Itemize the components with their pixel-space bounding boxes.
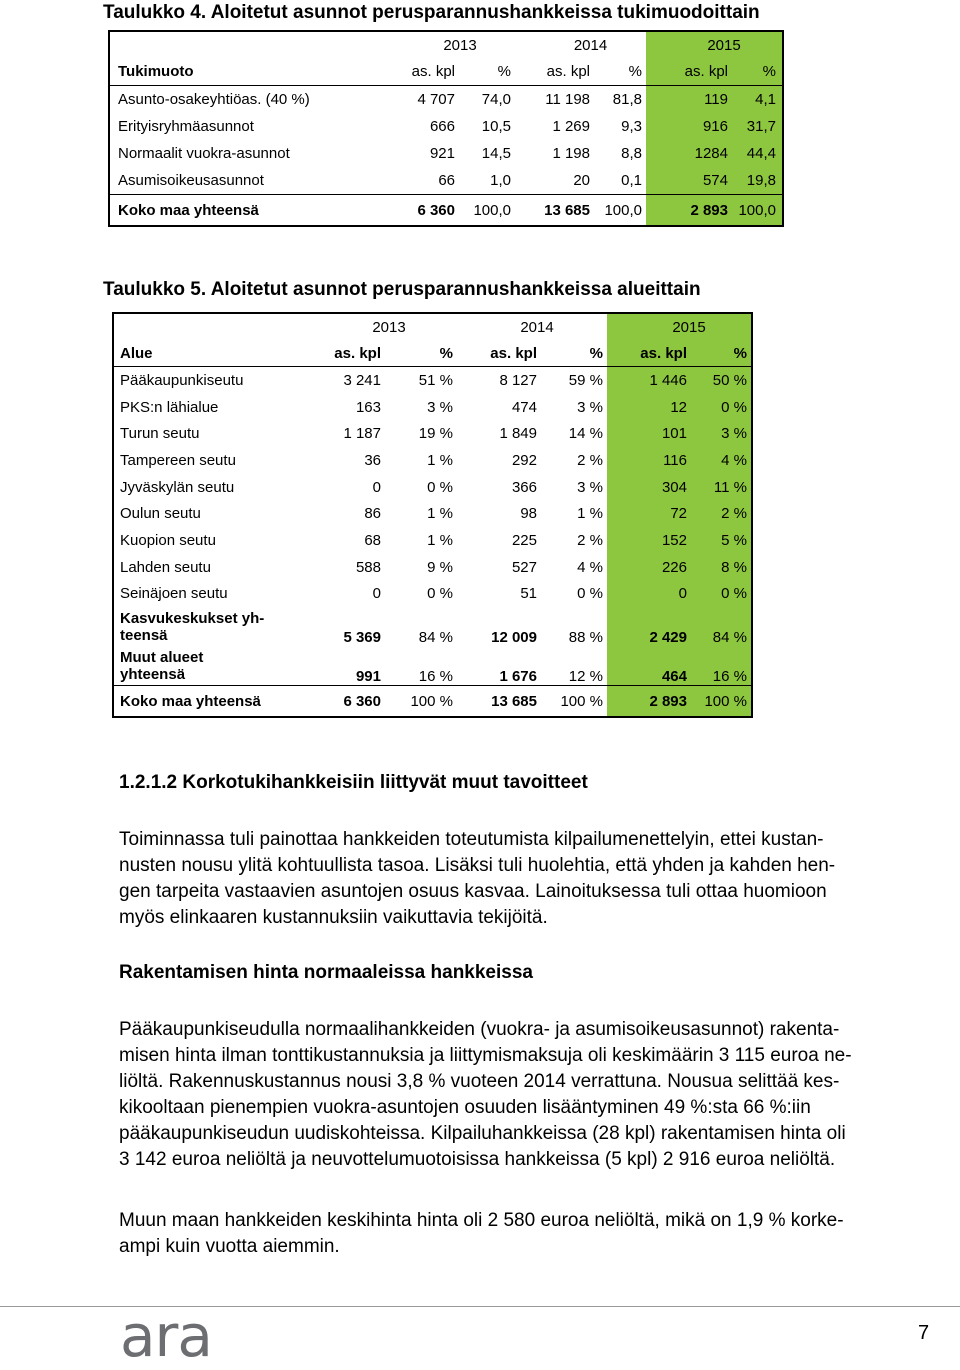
cell: 8,8 — [621, 145, 642, 162]
row-label: Lahden seutu — [120, 558, 211, 576]
cell: 1 446 — [607, 367, 687, 394]
cell: 100,0 — [728, 195, 783, 227]
table-row — [109, 140, 783, 167]
table-row — [113, 527, 752, 554]
cell: 12 009 — [491, 629, 537, 647]
subheading: Rakentamisen hinta normaaleissa hankkeissa — [119, 962, 533, 983]
cell: 474 — [511, 398, 537, 416]
cell: 4 707 — [417, 91, 455, 108]
cell: 527 — [511, 558, 537, 576]
table-row — [113, 420, 752, 447]
cell: 916 — [646, 113, 728, 140]
cell: 19,8 — [728, 167, 783, 195]
col-kpl: as. kpl — [607, 340, 687, 367]
cell: 2 893 — [607, 686, 687, 718]
cell: 51 % — [418, 371, 453, 389]
cell: 152 — [607, 527, 687, 554]
cell: 86 — [364, 505, 381, 523]
year-2014: 2014 — [573, 36, 608, 54]
cell: 0 — [372, 478, 381, 496]
cell: 11 % — [687, 474, 752, 501]
cell: 66 — [438, 172, 455, 189]
text-line: liöltä. Rakennuskustannus nousi 3,8 % vuoteen 2014 verrattuna. Nousua selittää kes- — [119, 1071, 840, 1092]
cell: 9,3 — [621, 118, 642, 135]
cell: 14,5 — [481, 145, 511, 162]
cell: 1 % — [427, 451, 453, 469]
cell: 14 % — [568, 425, 603, 443]
year-2015: 2015 — [646, 31, 783, 58]
cell: 6 360 — [301, 686, 381, 718]
cell: 88 % — [568, 629, 603, 647]
cell: 101 — [607, 420, 687, 447]
table-row — [109, 167, 783, 195]
cell: 1 269 — [552, 118, 590, 135]
cell: 464 — [607, 646, 687, 686]
ara-logo: ara — [120, 1302, 212, 1370]
cell: 304 — [607, 474, 687, 501]
table-row — [113, 367, 752, 394]
year-2013: 2013 — [372, 318, 406, 336]
text-line: 3 142 euroa neliöltä ja neuvottelumuotoisissa hankkeissa (5 kpl) 2 916 euroa neliöltä. — [119, 1149, 836, 1170]
cell: 8 127 — [499, 371, 537, 389]
cell: 1 % — [427, 531, 453, 549]
cell: 13 685 — [457, 686, 537, 718]
row-label: Pääkaupunkiseutu — [120, 371, 244, 389]
cell: 3 % — [577, 398, 603, 416]
cell: 1 198 — [552, 145, 590, 162]
cell: 1 849 — [499, 425, 537, 443]
cell: 44,4 — [728, 140, 783, 167]
table4-title: Taulukko 4. Aloitetut asunnot perusparannushankkeissa tukimuodoittain — [103, 2, 760, 23]
cell: 1 % — [577, 505, 603, 523]
cell: 59 % — [568, 371, 603, 389]
cell: 12 % — [568, 668, 603, 686]
cell: 2 429 — [607, 607, 687, 646]
row-label: Erityisryhmäasunnot — [118, 118, 254, 135]
row-label: Jyväskylän seutu — [120, 478, 235, 496]
cell: 0 % — [687, 581, 752, 608]
row-label: Turun seutu — [120, 425, 200, 443]
col-pct: % — [381, 340, 457, 367]
text-line: kikooltaan pienempien vuokra-asuntojen osuuden lisääntyminen 49 %:sta 66 %:iin — [119, 1097, 811, 1118]
row-label: Tampereen seutu — [120, 451, 236, 469]
paragraph-3 — [119, 1208, 909, 1260]
table-row — [113, 474, 752, 501]
cell: 36 — [364, 451, 381, 469]
cell: 0 — [607, 581, 687, 608]
text-line: misen hinta ilman tonttikustannuksia ja liittymismaksuja oli keskimäärin 3 115 euroa ne- — [119, 1045, 852, 1066]
cell: 4 % — [687, 447, 752, 474]
cell: 4,1 — [728, 86, 783, 114]
cell: 0,1 — [621, 172, 642, 189]
cell: 0 % — [427, 478, 453, 496]
text-line: pääkaupunkiseudun uudiskohteissa. Kilpailuhankkeissa (28 kpl) rakentamisen hinta oli — [119, 1123, 846, 1144]
cell: 13 685 — [515, 195, 590, 227]
col-kpl: as. kpl — [457, 340, 537, 367]
row-label: Asumisoikeusasunnot — [118, 172, 264, 189]
cell: 2 893 — [646, 195, 728, 227]
cell: 68 — [364, 531, 381, 549]
row-label: Oulun seutu — [120, 505, 201, 523]
text-line: nusten nousu ylitä kohtuullista tasoa. Lisäksi tuli huolehtia, että yhden ja kahden hen- — [119, 855, 836, 876]
table-row — [113, 394, 752, 421]
col-pct: % — [590, 58, 646, 86]
cell: 12 — [607, 394, 687, 421]
cell: 84 % — [418, 629, 453, 647]
text-line: Toiminnassa tuli painottaa hankkeiden toteutumista kilpailumenettelyin, ettei kustan- — [119, 829, 824, 850]
cell: 2 % — [577, 531, 603, 549]
cell: 3 241 — [343, 371, 381, 389]
cell: 0 % — [577, 585, 603, 603]
cell: 100 % — [381, 686, 457, 718]
cell: 100,0 — [455, 195, 515, 227]
cell: 31,7 — [728, 113, 783, 140]
cell: 16 % — [687, 646, 752, 686]
col-pct: % — [537, 340, 607, 367]
cell: 8 % — [687, 554, 752, 581]
col-pct: % — [728, 58, 783, 86]
text-line: Muun maan hankkeiden keskihinta hinta oli 2 580 euroa neliöltä, mikä on 1,9 % korke- — [119, 1210, 844, 1231]
cell: 6 360 — [375, 195, 455, 227]
table-row — [113, 581, 752, 608]
row-label: Kuopion seutu — [120, 531, 216, 549]
col-kpl: as. kpl — [515, 58, 590, 86]
cell: 1 676 — [499, 668, 537, 686]
cell: 0 % — [427, 585, 453, 603]
cell: 100,0 — [590, 195, 646, 227]
text-line: ampi kuin vuotta aiemmin. — [119, 1236, 340, 1257]
table-row — [113, 500, 752, 527]
cell: 100 % — [687, 686, 752, 718]
cell: 1 187 — [343, 425, 381, 443]
cell: 10,5 — [481, 118, 511, 135]
text-line: Pääkaupunkiseudulla normaalihankkeiden (vuokra- ja asumisoikeusasunnot) rakenta- — [119, 1019, 840, 1040]
cell: 921 — [429, 145, 455, 162]
cell: 666 — [429, 118, 455, 135]
cell: 366 — [511, 478, 537, 496]
page-number: 7 — [918, 1322, 930, 1344]
cell: 0 — [372, 585, 381, 603]
total-label: Koko maa yhteensä — [109, 195, 375, 227]
cell: 574 — [646, 167, 728, 195]
cell: 11 198 — [545, 91, 590, 108]
cell: 0 % — [687, 394, 752, 421]
year-2014: 2014 — [520, 318, 554, 336]
table4 — [108, 30, 784, 227]
muut-label: Muut alueet yhteensä — [120, 648, 204, 683]
col-kpl: as. kpl — [301, 340, 381, 367]
table5-title: Taulukko 5. Aloitetut asunnot perusparannushankkeissa alueittain — [103, 279, 701, 300]
year-2015: 2015 — [607, 313, 752, 340]
cell: 72 — [607, 500, 687, 527]
cell: 1,0 — [490, 172, 511, 189]
cell: 81,8 — [612, 91, 642, 108]
cell: 226 — [607, 554, 687, 581]
cell: 20 — [573, 172, 590, 189]
table-row — [113, 447, 752, 474]
paragraph-1 — [119, 827, 909, 931]
cell: 116 — [607, 447, 687, 474]
row-label: Asunto-osakeyhtiöas. (40 %) — [118, 91, 310, 108]
cell: 98 — [520, 505, 537, 523]
table5 — [112, 312, 753, 718]
col-kpl: as. kpl — [375, 58, 455, 86]
cell: 2 % — [577, 451, 603, 469]
table-row — [109, 113, 783, 140]
cell: 3 % — [577, 478, 603, 496]
cell: 5 369 — [343, 629, 381, 647]
cell: 3 % — [427, 398, 453, 416]
cell: 1284 — [646, 140, 728, 167]
row-label: Seinäjoen seutu — [120, 585, 228, 603]
cell: 74,0 — [481, 91, 511, 108]
cell: 1 % — [427, 505, 453, 523]
cell: 9 % — [427, 558, 453, 576]
table-row — [113, 554, 752, 581]
cell: 4 % — [577, 558, 603, 576]
cell: 2 % — [687, 500, 752, 527]
cell: 3 % — [687, 420, 752, 447]
cell: 19 % — [418, 425, 453, 443]
row-label: PKS:n lähialue — [120, 398, 219, 416]
cell: 163 — [355, 398, 381, 416]
text-line: gen tarpeita vastaavien asuntojen osuus kasvaa. Lainoituksessa tuli ottaa huomioon — [119, 881, 827, 902]
col-kpl: as. kpl — [646, 58, 728, 86]
cell: 5 % — [687, 527, 752, 554]
text-line: myös elinkaaren kustannuksiin vaikuttavia tekijöitä. — [119, 907, 548, 928]
cell: 292 — [511, 451, 537, 469]
cell: 16 % — [418, 668, 453, 686]
section-heading: 1.2.1.2 Korkotukihankkeisiin liittyvät muut tavoitteet — [119, 772, 588, 793]
year-2013: 2013 — [443, 36, 477, 54]
cell: 50 % — [687, 367, 752, 394]
cell: 84 % — [687, 607, 752, 646]
row-header: Tukimuoto — [109, 58, 375, 86]
table-row — [109, 86, 783, 114]
cell: 588 — [355, 558, 381, 576]
cell: 100 % — [537, 686, 607, 718]
cell: 225 — [511, 531, 537, 549]
cell: 51 — [520, 585, 537, 603]
row-header: Alue — [113, 340, 301, 367]
col-pct: % — [687, 340, 752, 367]
cell: 991 — [355, 668, 381, 686]
kasvu-label: Kasvukeskukset yh- teensä — [120, 609, 265, 644]
row-label: Normaalit vuokra-asunnot — [118, 145, 290, 162]
total-label: Koko maa yhteensä — [113, 686, 301, 718]
paragraph-2 — [119, 1017, 909, 1173]
col-pct: % — [455, 58, 515, 86]
cell: 119 — [646, 86, 728, 114]
